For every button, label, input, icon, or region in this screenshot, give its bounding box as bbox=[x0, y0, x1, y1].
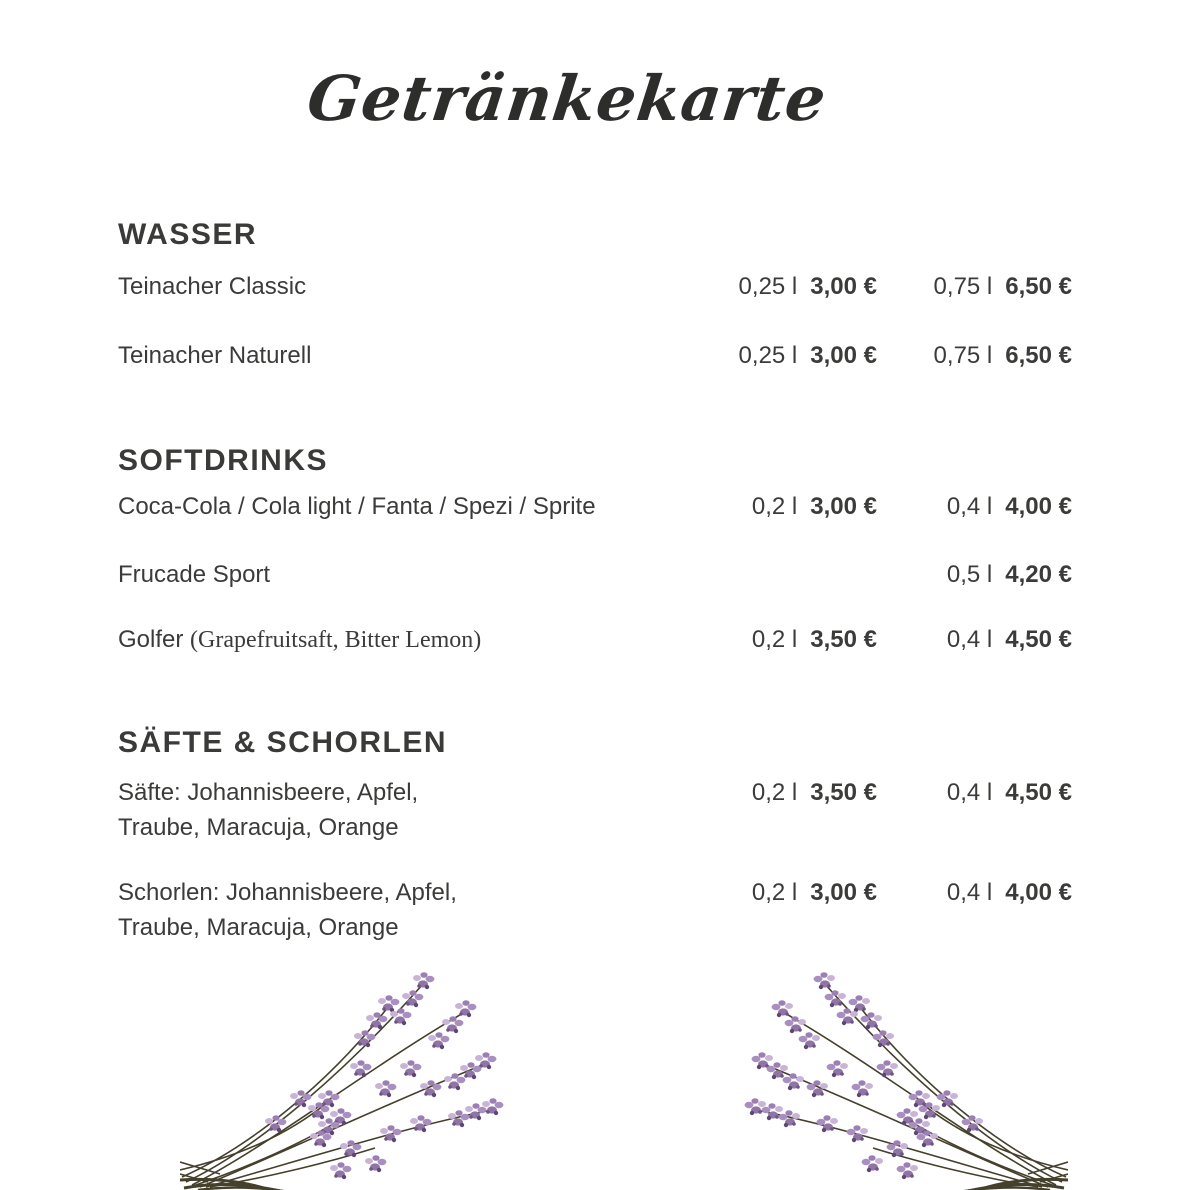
menu-item-row bbox=[118, 775, 1072, 845]
price-small bbox=[727, 560, 877, 590]
section-softdrinks bbox=[118, 444, 1072, 655]
item-name: Golfer bbox=[118, 626, 184, 653]
item-name: Schorlen: Johannisbeere, Apfel, bbox=[118, 879, 457, 906]
price-value: 6,50 € bbox=[1005, 342, 1072, 369]
volume-label: 0,4 l bbox=[946, 879, 993, 906]
volume-label: 0,5 l bbox=[946, 561, 993, 588]
price-small bbox=[727, 272, 877, 302]
volume-label: 0,25 l bbox=[738, 342, 798, 369]
page-title-text: Getränkekarte bbox=[303, 62, 831, 135]
volume-label: 0,2 l bbox=[751, 626, 798, 653]
price-value: 3,00 € bbox=[810, 879, 877, 906]
price-large bbox=[877, 272, 1072, 302]
menu-item-row bbox=[118, 272, 1072, 302]
volume-label: 0,75 l bbox=[933, 342, 993, 369]
item-name: Coca-Cola / Cola light / Fanta / Spezi / Sprite bbox=[118, 493, 596, 520]
volume-label: 0,4 l bbox=[946, 493, 993, 520]
volume-label: 0,2 l bbox=[751, 493, 798, 520]
menu-item-row bbox=[118, 625, 1072, 655]
price-value: 3,00 € bbox=[810, 273, 877, 300]
item-name-line2: Traube, Maracuja, Orange bbox=[118, 814, 399, 841]
lavender-illustration-left bbox=[180, 952, 510, 1190]
section-heading: SOFTDRINKS bbox=[118, 444, 328, 477]
price-large bbox=[877, 492, 1072, 522]
section-heading: WASSER bbox=[118, 218, 258, 251]
price-value: 4,50 € bbox=[1005, 779, 1072, 806]
page-title bbox=[0, 62, 1190, 135]
lavender-illustration-right bbox=[738, 952, 1068, 1190]
item-detail: (Grapefruitsaft, Bitter Lemon) bbox=[190, 627, 482, 653]
price-value: 6,50 € bbox=[1005, 273, 1072, 300]
item-name: Säfte: Johannisbeere, Apfel, bbox=[118, 779, 419, 806]
price-small bbox=[727, 875, 877, 910]
item-name: Frucade Sport bbox=[118, 561, 271, 588]
section-saefte-schorlen bbox=[118, 726, 1072, 945]
price-small bbox=[727, 341, 877, 371]
menu-item-row bbox=[118, 492, 1072, 522]
price-value: 3,50 € bbox=[810, 779, 877, 806]
price-small bbox=[727, 625, 877, 655]
price-large bbox=[877, 625, 1072, 655]
price-value: 4,00 € bbox=[1005, 879, 1072, 906]
price-large bbox=[877, 560, 1072, 590]
section-wasser bbox=[118, 218, 1072, 371]
volume-label: 0,2 l bbox=[751, 879, 798, 906]
price-large bbox=[877, 775, 1072, 810]
price-value: 3,50 € bbox=[810, 626, 877, 653]
volume-label: 0,75 l bbox=[933, 273, 993, 300]
price-small bbox=[727, 775, 877, 810]
price-small bbox=[727, 492, 877, 522]
price-value: 3,00 € bbox=[810, 342, 877, 369]
price-large bbox=[877, 341, 1072, 371]
price-large bbox=[877, 875, 1072, 910]
volume-label: 0,4 l bbox=[946, 779, 993, 806]
price-value: 4,20 € bbox=[1005, 561, 1072, 588]
item-name: Teinacher Naturell bbox=[118, 342, 312, 369]
section-heading: SÄFTE & SCHORLEN bbox=[118, 726, 448, 759]
volume-label: 0,2 l bbox=[751, 779, 798, 806]
price-value: 3,00 € bbox=[810, 493, 877, 520]
volume-label: 0,25 l bbox=[738, 273, 798, 300]
menu-item-row bbox=[118, 875, 1072, 945]
item-name-line2: Traube, Maracuja, Orange bbox=[118, 914, 399, 941]
price-value: 4,00 € bbox=[1005, 493, 1072, 520]
menu-item-row bbox=[118, 341, 1072, 371]
volume-label: 0,4 l bbox=[946, 626, 993, 653]
price-value: 4,50 € bbox=[1005, 626, 1072, 653]
item-name: Teinacher Classic bbox=[118, 273, 307, 300]
menu-item-row bbox=[118, 560, 1072, 590]
